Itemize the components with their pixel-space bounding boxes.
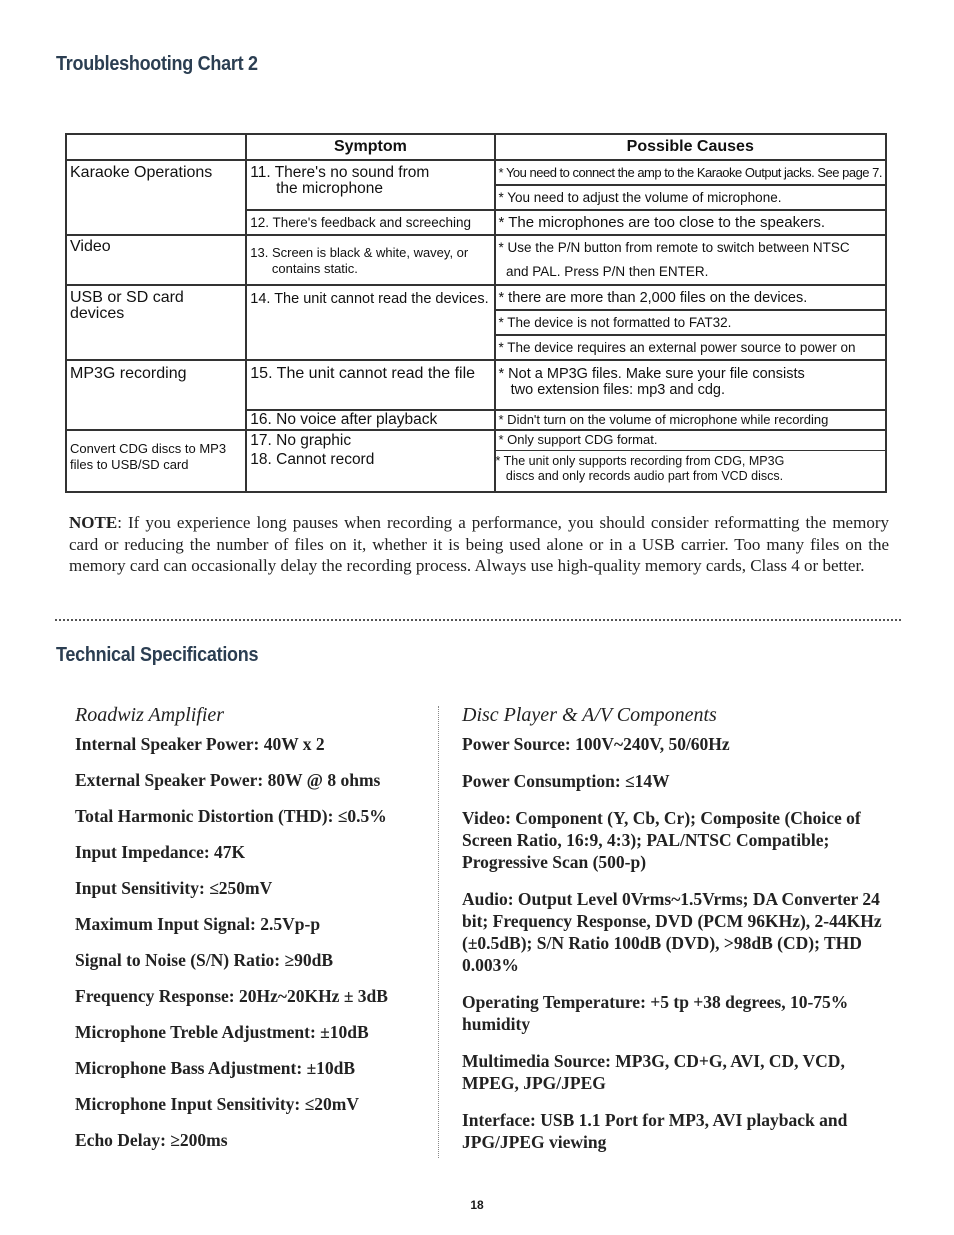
disc-list (462, 733, 882, 1153)
spec-item: Maximum Input Signal: 2.5Vp-p (75, 914, 321, 934)
spec-item: Internal Speaker Power: 40W x 2 (75, 734, 325, 754)
spec-item: Multimedia Source: MP3G, CD+G, AVI, CD, VCD, MPEG, JPG/JPEG (462, 1051, 845, 1093)
disc-title: Disc Player & A/V Components (462, 704, 717, 726)
cause-18: * The unit only supports recording from CDG, MP3G discs and only records audio part from VCD discs. (495, 454, 785, 483)
amp-title: Roadwiz Amplifier (75, 704, 225, 726)
section-divider (55, 619, 901, 621)
cause-11b: * You need to adjust the volume of microphone. (495, 185, 886, 210)
cause-14a: * there are more than 2,000 files on the devices. (495, 285, 886, 310)
page-number: 18 (470, 1198, 484, 1212)
cause-13b: and PAL. Press P/N then ENTER. (495, 260, 886, 285)
category-label: Karaoke Operations (70, 164, 213, 181)
disc-specs (462, 704, 882, 1168)
spec-item: Total Harmonic Distortion (THD): ≤0.5% (75, 806, 387, 826)
spec-item: Input Sensitivity: ≤250mV (75, 878, 273, 898)
spec-item: Microphone Treble Adjustment: ±10dB (75, 1022, 369, 1042)
symptom-label: 15. The unit cannot read the file (250, 365, 476, 382)
chart-2-title: Troubleshooting Chart 2 (56, 53, 258, 75)
symptom-15 (246, 360, 494, 410)
category-label: USB or SD card devices (70, 289, 184, 322)
cause-13a: * Use the P/N button from remote to switch between NTSC (495, 235, 886, 260)
symptom-label: 13. Screen is black & white, wavey, or contains static. (250, 245, 469, 276)
category-mp3g (66, 360, 246, 430)
symptom-label: 11. There's no sound from the microphone (250, 164, 430, 197)
header-causes: Possible Causes (495, 134, 886, 160)
symptom-12: 12. There's feedback and screeching (246, 210, 494, 235)
spec-item: Input Impedance: 47K (75, 842, 246, 862)
cause-11a: * You need to connect the amp to the Karaoke Output jacks. See page 7. (495, 160, 886, 185)
symptom-17: 17. No graphic (250, 432, 352, 449)
cause-14c: * The device requires an external power source to power on (495, 335, 886, 360)
category-label: Convert CDG discs to MP3 files to USB/SD card (70, 441, 227, 472)
troubleshooting-table (65, 133, 887, 493)
symptom-14 (246, 285, 494, 360)
spec-item: Video: Component (Y, Cb, Cr); Composite (Choice of Screen Ratio, 16:9, 4:3); PAL/NTSC Compatible; Progressive Scan (500-p) (462, 808, 861, 872)
spec-item: Frequency Response: 20Hz~20KHz ± 3dB (75, 986, 388, 1006)
category-usb (66, 285, 246, 360)
cause-15 (495, 360, 886, 410)
header-symptom: Symptom (246, 134, 494, 160)
spec-item: Power Source: 100V~240V, 50/60Hz (462, 734, 730, 754)
spec-item: Echo Delay: ≥200ms (75, 1130, 228, 1150)
note-text: : If you experience long pauses when recording a performance, you should consider reformatting the memory card or reducing the number of files on it, whether it is being used alone or in a USB carrier. Too many files on the memory card can occasionally delay the recording process. Always use high-quality memory cards, Class 4 or better. (69, 513, 889, 575)
symptom-17-18 (246, 430, 494, 492)
category-video (66, 235, 246, 285)
spec-item: External Speaker Power: 80W @ 8 ohms (75, 770, 381, 790)
note-label: NOTE (69, 513, 118, 532)
spec-item: Signal to Noise (S/N) Ratio: ≥90dB (75, 950, 334, 970)
symptom-16: 16. No voice after playback (246, 410, 494, 430)
specs-title: Technical Specifications (56, 644, 259, 666)
symptom-11 (246, 160, 494, 210)
spec-item: Power Consumption: ≤14W (462, 771, 670, 791)
cause-12: * The microphones are too close to the speakers. (495, 210, 886, 235)
symptom-18: 18. Cannot record (250, 451, 375, 468)
category-karaoke (66, 160, 246, 235)
column-divider (438, 706, 439, 1158)
cause-14b: * The device is not formatted to FAT32. (495, 310, 886, 335)
amp-list (75, 733, 430, 1151)
category-convert (66, 430, 246, 492)
note-paragraph (69, 512, 889, 577)
category-label: MP3G recording (70, 365, 187, 382)
spec-item: Operating Temperature: +5 tp +38 degrees, 10-75% humidity (462, 992, 849, 1034)
symptom-13 (246, 235, 494, 285)
spec-item: Audio: Output Level 0Vrms~1.5Vrms; DA Converter 24 bit; Frequency Response, DVD (PCM 96KHz), 2-44KHz (±0.5dB); S/N Ratio 100dB (DVD), >98dB (CD); THD 0.003% (462, 889, 882, 975)
symptom-label: 14. The unit cannot read the devices. (250, 291, 489, 307)
cause-16: * Didn't turn on the volume of microphone while recording (495, 410, 886, 430)
cause-label: * Not a MP3G files. Make sure your file consists two extension files: mp3 and cdg. (498, 366, 805, 398)
cause-17-18 (495, 430, 886, 492)
cause-17: * Only support CDG format. (496, 431, 885, 451)
header-category (66, 134, 246, 160)
spec-item: Microphone Input Sensitivity: ≤20mV (75, 1094, 359, 1114)
category-label: Video (70, 238, 111, 255)
spec-item: Microphone Bass Adjustment: ±10dB (75, 1058, 356, 1078)
amp-specs (75, 704, 430, 1165)
spec-item: Interface: USB 1.1 Port for MP3, AVI playback and JPG/JPEG viewing (462, 1110, 848, 1152)
